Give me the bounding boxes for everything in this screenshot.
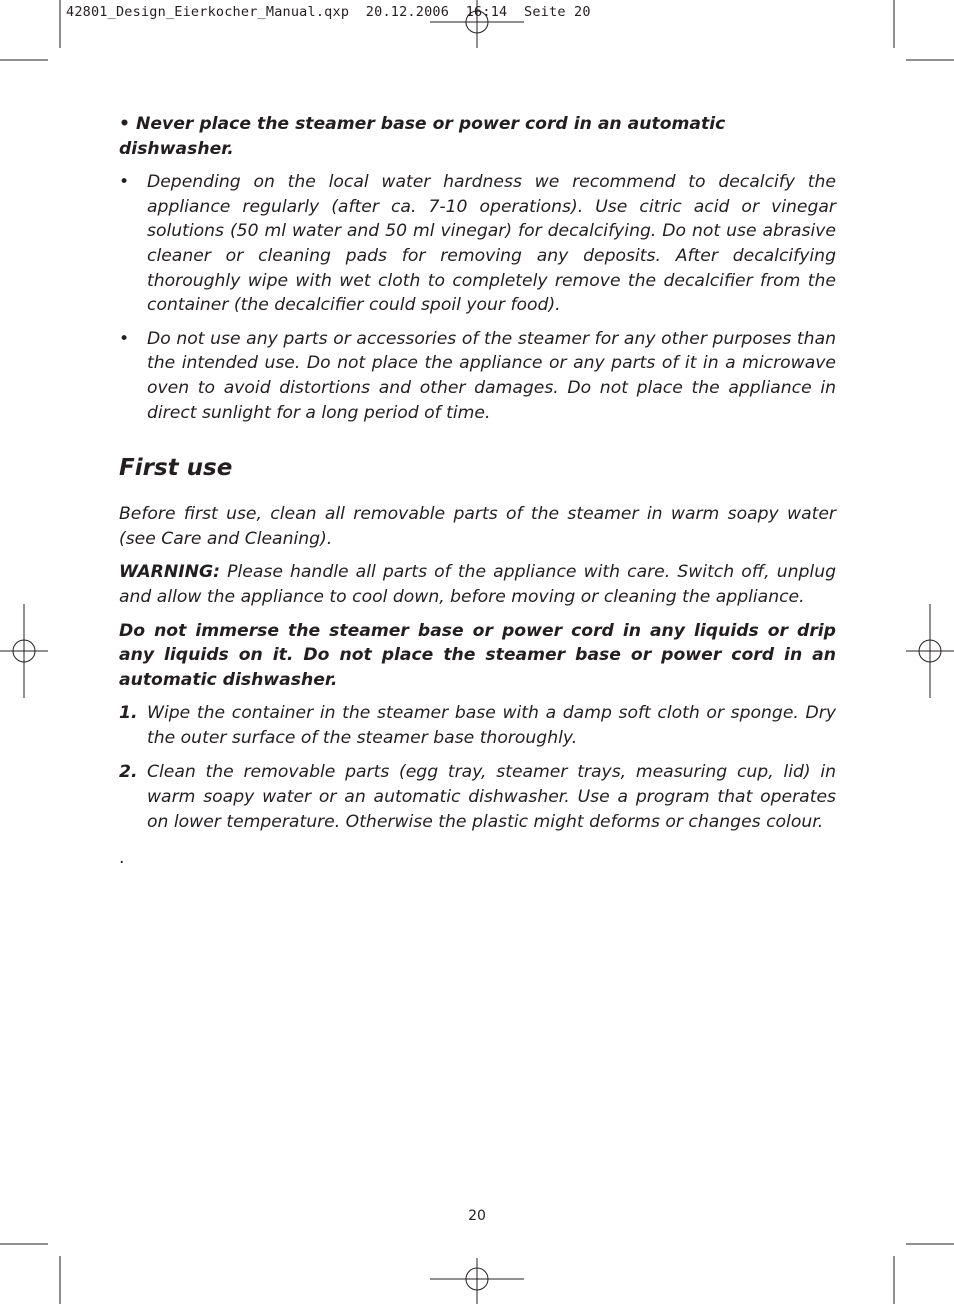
- step-1: [119, 701, 836, 750]
- step-text: Clean the removable parts (egg tray, steamer trays, measuring cup, lid) in warm soapy water or an automatic dishwasher. Use a program that operates on lower temperature. Otherwise the plastic might deforms or changes colour.: [147, 762, 836, 832]
- section-heading-first-use: First use: [119, 455, 233, 482]
- first-use-intro: Before first use, clean all removable parts of the steamer in warm soapy water (see Care and Cleaning).: [119, 504, 836, 549]
- warning-label: WARNING:: [119, 562, 221, 583]
- bullet-text: Do not use any parts or accessories of the steamer for any other purposes than the intended use. Do not place the appliance or any parts of it in a microwave oven to avoid distortions and other damages. Do not place the appliance in direct sunlight for a long period of time.: [147, 328, 836, 423]
- bullet-accessories: [119, 327, 836, 425]
- step-number: 1.: [119, 703, 138, 724]
- bullet-mark: •: [119, 172, 130, 193]
- step-text: Wipe the container in the steamer base with a damp soft cloth or sponge. Dry the outer surface of the steamer base thoroughly.: [147, 703, 836, 748]
- step-number: 2.: [119, 762, 138, 783]
- bullet-decalcify: [119, 170, 836, 318]
- print-slug: 42801_Design_Eierkocher_Manual.qxp 20.12.2006 16:14 Seite 20: [66, 4, 591, 20]
- bullet-mark: •: [119, 328, 130, 349]
- bullet-dishwasher-warning: [119, 112, 836, 161]
- warning-text: Please handle all parts of the appliance with care. Switch off, unplug and allow the appliance to cool down, before moving or cleaning the appliance.: [119, 562, 836, 607]
- bullet-text: Depending on the local water hardness we recommend to decalcify the appliance regularly (after ca. 7-10 operations). Use citric acid or vinegar solutions (50 ml water and 50 ml vinegar) for decalcifying. Do not use abrasive cleaner or cleaning pads for removing any deposits. After decalcifying thoroughly wipe with wet cloth to completely remove the decalcifier from the container (the decalcifier could spoil your food).: [147, 172, 836, 316]
- immersion-notice: Do not immerse the steamer base or power cord in any liquids or drip any liquids on it. Do not place the steamer base or power cord in an automatic dishwasher.: [119, 620, 836, 690]
- warning-paragraph: [119, 560, 836, 609]
- page-content: [119, 112, 836, 844]
- stray-mark: .: [119, 848, 125, 868]
- bullet-mark: •: [119, 114, 130, 134]
- step-2: [119, 760, 836, 834]
- page-number: 20: [468, 1208, 486, 1224]
- bullet-text: Never place the steamer base or power cord in an automatic dishwasher.: [119, 114, 726, 159]
